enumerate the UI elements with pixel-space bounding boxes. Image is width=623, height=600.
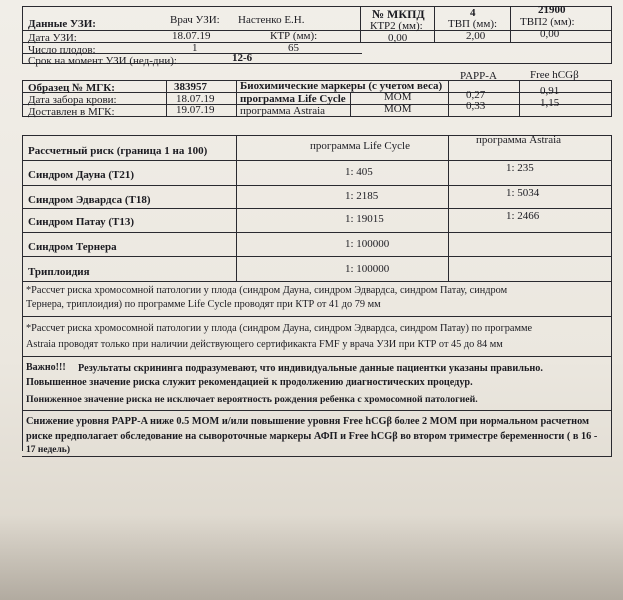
mkpd-code: 21900 <box>538 4 566 16</box>
term-label: Срок на момент УЗИ (нед-дни): <box>28 55 177 67</box>
uzi-date-label: Дата УЗИ: <box>28 32 77 44</box>
risk-row-turner-lifecycle: 1: 100000 <box>345 238 390 250</box>
lowered-risk-note: Пониженное значение риска не исключает вероятность рождения ребенка с хромосомной патологией. <box>26 394 478 405</box>
risk-row-triploidy-lifecycle: 1: 100000 <box>345 263 390 275</box>
blood-date-value: 18.07.19 <box>176 93 215 105</box>
uzi-section-title: Данные УЗИ: <box>28 18 96 30</box>
raised-risk-note: Повышенное значение риска служит рекомендацией к продолжению диагностических процедур. <box>26 377 473 388</box>
risk-column-lifecycle: программа Life Cycle <box>310 140 410 152</box>
important-label: Важно!!! <box>26 362 66 373</box>
risk-row-patau-astraia: 1: 2466 <box>506 210 540 222</box>
photo-shadow <box>0 515 623 600</box>
papp-column-header: PAPP-A <box>460 70 497 82</box>
note-astraia-line1: *Рассчет риска хромосомной патологии у плода (синдром Дауна, синдром Эдвардса, синдром Патау) по программе <box>26 323 533 334</box>
sample-number: 383957 <box>174 81 207 93</box>
risk-row-edwards-lifecycle: 1: 2185 <box>345 190 379 202</box>
blood-date-label: Дата забора крови: <box>28 94 117 106</box>
important-text: Результаты скрининга подразумевают, что индивидуальные данные пациентки указаны правильно. <box>78 363 543 374</box>
risk-row-turner-name: Синдром Тернера <box>28 241 117 253</box>
tvp-label: ТВП (мм): <box>448 18 498 30</box>
ktr2-value: 0,00 <box>388 32 408 44</box>
hcg-value-lifecycle: 0,91 <box>540 85 560 97</box>
note-lifecycle-line1: *Рассчет риска хромосомной патологии у плода (синдром Дауна, синдром Эдвардса, синдром Патау, синдром <box>26 285 508 296</box>
doctor-label: Врач УЗИ: <box>170 14 220 26</box>
note-astraia-line2: Astraia проводят только при наличии действующего сертификакта FMF у врача УЗИ при КТР от 45 до 84 мм <box>26 339 503 350</box>
risk-row-edwards-astraia: 1: 5034 <box>506 187 540 199</box>
uzi-date-value: 18.07.19 <box>172 30 211 42</box>
tvp2-value: 0,00 <box>540 28 560 40</box>
papp-value-lifecycle: 0,27 <box>466 89 486 101</box>
papp-note-line3: 17 недель) <box>26 445 70 455</box>
papp-value-astraia: 0,33 <box>466 100 486 112</box>
papp-note-line1: Снижение уровня PAPP-A ниже 0.5 МОМ и/или повышение уровня Free hCGβ более 2 МОМ при нормальном расчетном <box>26 416 590 427</box>
risk-row-patau-name: Синдром Патау (T13) <box>28 216 134 228</box>
risk-header: Рассчетный риск (граница 1 на 100) <box>28 145 208 157</box>
tvp-value: 2,00 <box>466 30 486 42</box>
ktr-label: КТР (мм): <box>270 30 318 42</box>
risk-row-down-astraia: 1: 235 <box>506 162 534 174</box>
delivered-label: Доставлен в МГК: <box>28 106 115 118</box>
doctor-name: Настенко Е.Н. <box>238 14 305 26</box>
risk-column-astraia: программа Astraia <box>476 134 562 146</box>
mkpd-number: 4 <box>470 7 476 19</box>
note-lifecycle-line2: Тернера, триплоидия) по программе Life Cycle проводят при КТР от 41 до 79 мм <box>26 299 381 310</box>
marker-program-astraia: программа Astraia <box>240 105 326 117</box>
risk-row-patau-lifecycle: 1: 19015 <box>345 213 384 225</box>
risk-row-triploidy-name: Триплоидия <box>28 266 90 278</box>
marker-unit-lifecycle: МОМ <box>384 91 412 103</box>
markers-title: Биохимические маркеры (с учетом веса) <box>240 80 443 92</box>
tvp2-label: ТВП2 (мм): <box>520 16 575 28</box>
ktr-value: 65 <box>288 42 299 54</box>
fetus-count-label: Число плодов: <box>28 44 96 56</box>
hcg-value-astraia: 1,15 <box>540 97 560 109</box>
ktr2-label: КТР2 (мм): <box>370 20 423 32</box>
marker-unit-astraia: МОМ <box>384 103 412 115</box>
delivered-date: 19.07.19 <box>176 104 215 116</box>
mkpd-title: № МКПД <box>372 7 425 21</box>
marker-program-lifecycle: программа Life Cycle <box>240 93 346 105</box>
risk-row-edwards-name: Синдром Эдвардса (T18) <box>28 194 151 206</box>
risk-row-down-lifecycle: 1: 405 <box>345 166 373 178</box>
papp-note-line2: риске предполагает обследование на сывороточные маркеры АФП и Free hCGβ во втором триместре беременности ( в 16 - <box>26 431 598 442</box>
term-value: 12-6 <box>232 52 253 64</box>
risk-row-down-name: Синдром Дауна (T21) <box>28 169 135 181</box>
sample-label: Образец № МГК: <box>28 82 115 94</box>
hcg-column-header: Free hCGβ <box>530 69 579 81</box>
fetus-count-value: 1 <box>192 42 198 54</box>
